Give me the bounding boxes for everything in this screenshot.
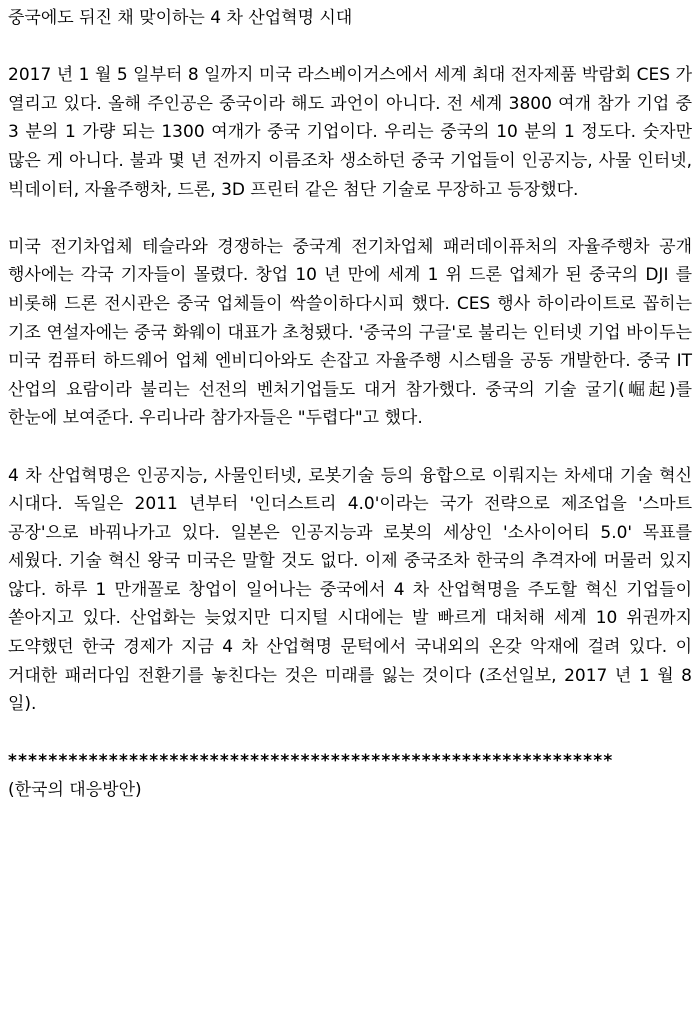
paragraph-chinese-companies: 미국 전기차업체 테슬라와 경쟁하는 중국계 전기차업체 패러데이퓨처의 자율주행차 공개 행사에는 각국 기자들이 몰렸다. 창업 10 년 만에 세계 1 위 드론 업체가 된 중국의 DJI 를 비롯해 드론 전시관은 중국 업체들이 싹쓸이하다시피 했다. CES 행사 하이라이트로 꼽히는 기조 연설자에는 중국 화웨이 대표가 초청됐다. '중국의 구글'로 불리는 인터넷 기업 바이두는 미국 컴퓨터 하드웨어 업체 엔비디아와도 손잡고 자율주행 시스템을 공동 개발한다. 중국 IT 산업의 요람이라 불리는 선전의 벤처기업들도 대거 참가했다. 중국의 기술 굴기(崛起)를 한눈에 보여준다. 우리나라 참가자들은 "두렵다"고 했다. — [8, 236, 692, 429]
paragraph-ces-overview: 2017 년 1 월 5 일부터 8 일까지 미국 라스베이거스에서 세계 최대 전자제품 박람회 CES 가 열리고 있다. 올해 주인공은 중국이라 해도 과언이 아니다. 전 세계 3800 여개 참가 기업 중 3 분의 1 가량 되는 1300 여개가 중국 기업이다. 우리는 중국의 10 분의 1 정도다. 숫자만 많은 게 아니다. 불과 몇 년 전까지 이름조차 생소하던 중국 기업들이 인공지능, 사물 인터넷, 빅데이터, 자율주행차, 드론, 3D 프린터 같은 첨단 기술로 무장하고 등장했다. — [8, 65, 692, 200]
section-subheading: (한국의 대응방안) — [8, 780, 142, 801]
document-title: 중국에도 뒤진 채 맞이하는 4 차 산업혁명 시대 — [8, 8, 353, 28]
blank-line — [8, 719, 692, 748]
paragraph-fourth-industrial-revolution: 4 차 산업혁명은 인공지능, 사물인터넷, 로봇기술 등의 융합으로 이뤄지는 차세대 기술 혁신 시대다. 독일은 2011 년부터 '인더스트리 4.0'이라는 국가 전략으로 제조업을 '스마트 공장'으로 바꿔나가고 있다. 일본은 인공지능과 로봇의 세상인 '소사이어티 5.0' 목표를 세웠다. 기술 혁신 왕국 미국은 말할 것도 없다. 이제 중국조차 한국의 추격자에 머물러 있지 않다. 하루 1 만개꼴로 창업이 일어나는 중국에서 4 차 산업혁명을 주도할 혁신 기업들이 쏟아지고 있다. 산업화는 늦었지만 디지털 시대에는 발 빠르게 대처해 세계 10 위권까지 도약했던 한국 경제가 지금 4 차 산업혁명 문턱에서 국내외의 온갖 악재에 걸려 있다. 이 거대한 패러다임 전환기를 놓친다는 것은 미래를 잃는 것이다 (조선일보, 2017 년 1 월 8 일). — [8, 465, 692, 715]
asterisk-separator: ************************************************************ — [8, 751, 614, 772]
blank-line — [8, 433, 692, 462]
blank-line — [8, 204, 692, 233]
document-page — [8, 0, 692, 1018]
blank-line — [8, 33, 692, 62]
